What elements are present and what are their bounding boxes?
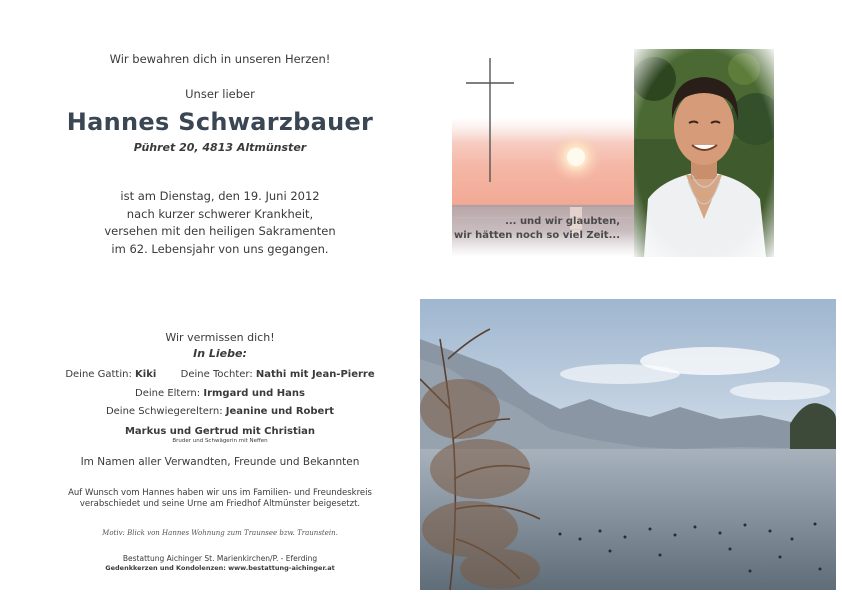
announcement-line: ist am Dienstag, den 19. Juni 2012 — [120, 189, 320, 203]
schwieger-label: Deine Schwiegereltern: — [105, 406, 223, 417]
gattin-label: Deine Gattin: — [65, 369, 132, 380]
funeral-home: Bestattung Aichinger St. Marienkirchen/P. - Eferding — [122, 554, 318, 563]
memorial-quote — [450, 215, 620, 243]
quote-line: wir hätten noch so viel Zeit... — [454, 230, 620, 241]
on-behalf-line: Im Namen aller Verwandten, Freunde und Bekannten — [80, 456, 360, 468]
miss-line: Wir vermissen dich! — [165, 331, 275, 344]
tochter-name: Nathi mit Jean-Pierre — [255, 369, 375, 380]
burial-notice — [40, 488, 400, 510]
intro-line: Wir bewahren dich in unseren Herzen! — [109, 52, 331, 66]
photo-caption: Motiv: Blick von Hannes Wohnung zum Traunsee bzw. Traunstein. — [102, 529, 338, 537]
unser-lieber: Unser lieber — [185, 87, 255, 101]
lake-landscape-image — [420, 299, 836, 590]
deceased-address: Pühret 20, 4813 Altmünster — [133, 141, 307, 154]
in-liebe: In Liebe: — [193, 347, 247, 360]
portrait-photo — [634, 49, 774, 257]
eltern-name: Irmgard und Hans — [203, 388, 305, 399]
tochter-label: Deine Tochter: — [180, 369, 253, 380]
gattin-name: Kiki — [135, 369, 157, 380]
schwieger-name: Jeanine und Robert — [225, 406, 335, 417]
mourners-parents — [40, 388, 400, 399]
mourners-spouse-daughter — [40, 369, 400, 380]
mourners-brother: Markus und Gertrud mit Christian — [124, 426, 316, 437]
condolences-line: Gedenkkerzen und Kondolenzen: www.bestattung-aichinger.at — [105, 564, 335, 572]
announcement-line: versehen mit den heiligen Sakramenten — [104, 224, 336, 238]
announcement-line: im 62. Lebensjahr von uns gegangen. — [111, 241, 329, 256]
latin-cross-icon — [464, 58, 516, 182]
quote-line: ... und wir glaubten, — [505, 216, 620, 227]
mourners-in-laws — [40, 406, 400, 417]
announcement-line: nach kurzer schwerer Krankheit, — [126, 206, 314, 221]
announcement-text — [40, 188, 400, 258]
eltern-label: Deine Eltern: — [135, 388, 201, 399]
brother-relation: Bruder und Schwägerin mit Neffen — [172, 438, 268, 444]
deceased-name: Hannes Schwarzbauer — [66, 108, 374, 136]
burial-notice-line: verabschiedet und seine Urne am Friedhof Altmünster beigesetzt. — [79, 499, 361, 509]
burial-notice-line: Auf Wunsch vom Hannes haben wir uns im Familien- und Freundeskreis — [68, 488, 372, 498]
